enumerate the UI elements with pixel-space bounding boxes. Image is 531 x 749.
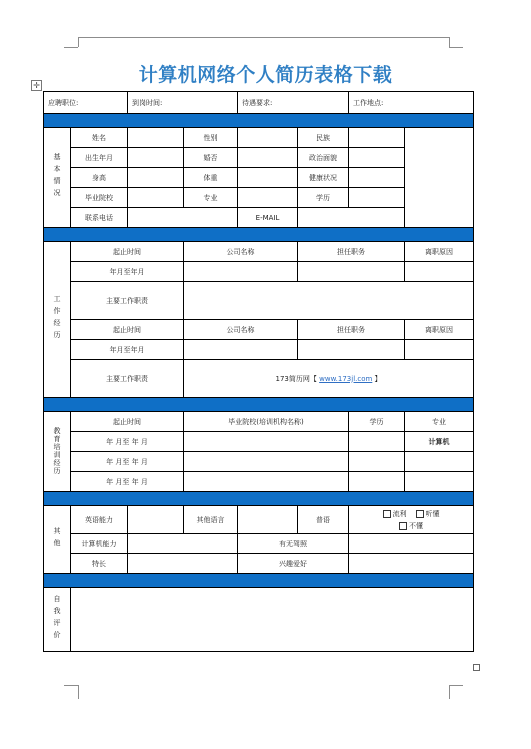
work-section-label: 工作经历	[44, 242, 71, 398]
other-lang-label: 其他语言	[184, 506, 238, 534]
crop-mark-top-right-h	[449, 47, 463, 48]
marital-field[interactable]	[238, 148, 298, 168]
work-reason-field[interactable]	[405, 340, 474, 360]
email-field[interactable]	[298, 208, 405, 228]
english-label: 英语能力	[71, 506, 128, 534]
weight-field[interactable]	[238, 168, 298, 188]
school-label: 毕业院校	[71, 188, 128, 208]
computer-label: 计算机能力	[71, 534, 128, 554]
other-lang-field[interactable]	[238, 506, 298, 534]
work-date-range[interactable]: 年月至年月	[71, 340, 184, 360]
height-label: 身高	[71, 168, 128, 188]
work-duties-label: 主要工作职责	[71, 360, 184, 398]
license-field[interactable]	[349, 534, 474, 554]
work-period-header: 起止时间	[71, 242, 184, 262]
checkbox-icon	[383, 510, 391, 518]
mandarin-options	[349, 506, 474, 534]
crop-mark-bottom-left-v	[78, 685, 79, 699]
work-company-header: 公司名称	[184, 320, 298, 340]
major-field[interactable]	[238, 188, 298, 208]
edu-major-field[interactable]	[405, 452, 474, 472]
phone-field[interactable]	[128, 208, 238, 228]
basic-section-label: 基本情况	[44, 128, 71, 228]
email-label: E-MAIL	[238, 208, 298, 228]
edu-degree-field[interactable]	[349, 452, 405, 472]
work-reason-field[interactable]	[405, 262, 474, 282]
table-move-handle-icon[interactable]: ✛	[31, 80, 42, 91]
section-band	[44, 228, 474, 242]
checkbox-fluent[interactable]: 流利	[383, 510, 407, 518]
height-field[interactable]	[128, 168, 184, 188]
degree-label: 学历	[298, 188, 349, 208]
self-section-label: 自我评价	[44, 588, 71, 652]
checkbox-icon	[399, 522, 407, 530]
resume-table	[43, 91, 474, 652]
specialty-field[interactable]	[128, 554, 238, 574]
section-band	[44, 492, 474, 506]
work-period-header: 起止时间	[71, 320, 184, 340]
section-band	[44, 574, 474, 588]
edu-degree-field[interactable]	[349, 472, 405, 492]
header-info-row	[44, 92, 474, 114]
work-company-field[interactable]	[184, 340, 298, 360]
phone-label: 联系电话	[71, 208, 128, 228]
salary-label[interactable]: 待遇要求:	[238, 92, 349, 114]
political-field[interactable]	[349, 148, 405, 168]
work-date-range[interactable]: 年月至年月	[71, 262, 184, 282]
crop-mark-bottom-right	[449, 685, 463, 686]
specialty-label: 特长	[71, 554, 128, 574]
arrival-label[interactable]: 到岗时间:	[128, 92, 238, 114]
edu-degree-header: 学历	[349, 412, 405, 432]
photo-cell[interactable]	[405, 128, 474, 228]
checkbox-understand[interactable]: 听懂	[416, 510, 440, 518]
political-label: 政治面貌	[298, 148, 349, 168]
edu-school-field[interactable]	[184, 432, 349, 452]
edu-date-range[interactable]: 年 月至 年 月	[71, 432, 184, 452]
crop-mark-top-right	[449, 37, 450, 47]
school-field[interactable]	[128, 188, 184, 208]
english-field[interactable]	[128, 506, 184, 534]
work-role-header: 担任职务	[298, 242, 405, 262]
health-field[interactable]	[349, 168, 405, 188]
work-reason-header: 离职原因	[405, 242, 474, 262]
ethnicity-field[interactable]	[349, 128, 405, 148]
self-evaluation-field[interactable]	[71, 588, 474, 652]
gender-label: 性别	[184, 128, 238, 148]
work-role-header: 担任职务	[298, 320, 405, 340]
edu-school-header: 毕业院校(培训机构名称)	[184, 412, 349, 432]
edu-school-field[interactable]	[184, 472, 349, 492]
work-company-header: 公司名称	[184, 242, 298, 262]
gender-field[interactable]	[238, 128, 298, 148]
edu-major-header: 专业	[405, 412, 474, 432]
crop-mark-bottom-right-v	[449, 685, 450, 699]
location-label[interactable]: 工作地点:	[349, 92, 474, 114]
health-label: 健康状况	[298, 168, 349, 188]
hobbies-field[interactable]	[349, 554, 474, 574]
marital-label: 婚否	[184, 148, 238, 168]
table-resize-handle[interactable]	[473, 664, 480, 671]
hobbies-label: 兴趣爱好	[238, 554, 349, 574]
work-company-field[interactable]	[184, 262, 298, 282]
document-title: 计算机网络个人简历表格下载	[138, 64, 393, 86]
degree-field[interactable]	[349, 188, 405, 208]
edu-date-range[interactable]: 年 月至 年 月	[71, 452, 184, 472]
ethnicity-label: 民族	[298, 128, 349, 148]
position-label[interactable]: 应聘职位:	[44, 92, 128, 114]
crop-mark-bottom-left	[64, 685, 78, 686]
checkbox-icon	[416, 510, 424, 518]
work-duties-field[interactable]	[184, 282, 474, 320]
edu-major-field[interactable]	[405, 472, 474, 492]
birth-field[interactable]	[128, 148, 184, 168]
edu-major-value[interactable]: 计算机	[405, 432, 474, 452]
watermark-link[interactable]: www.173jl.com	[319, 374, 373, 383]
crop-mark-top-left	[64, 47, 78, 48]
name-label: 姓名	[71, 128, 128, 148]
work-role-field[interactable]	[298, 262, 405, 282]
section-band	[44, 114, 474, 128]
crop-mark-top-rule	[78, 37, 449, 38]
edu-section-label: 教育培训经历	[44, 412, 71, 492]
major-label: 专业	[184, 188, 238, 208]
name-field[interactable]	[128, 128, 184, 148]
watermark-prefix: 173简历网【	[275, 374, 317, 383]
mandarin-label: 普语	[298, 506, 349, 534]
birth-label: 出生年月	[71, 148, 128, 168]
edu-period-header: 起止时间	[71, 412, 184, 432]
work-duties-label: 主要工作职责	[71, 282, 184, 320]
computer-field[interactable]	[128, 534, 238, 554]
license-label: 有无驾照	[238, 534, 349, 554]
watermark-suffix: 】	[374, 374, 382, 383]
work-role-field[interactable]	[298, 340, 405, 360]
work-duties-field[interactable]	[184, 360, 474, 398]
edu-date-range[interactable]: 年 月至 年 月	[71, 472, 184, 492]
work-reason-header: 离职原因	[405, 320, 474, 340]
weight-label: 体重	[184, 168, 238, 188]
checkbox-none[interactable]: 不懂	[399, 522, 423, 530]
crop-mark-top-left-v	[78, 37, 79, 47]
edu-degree-field[interactable]	[349, 432, 405, 452]
section-band	[44, 398, 474, 412]
edu-school-field[interactable]	[184, 452, 349, 472]
other-section-label: 其他	[44, 506, 71, 574]
